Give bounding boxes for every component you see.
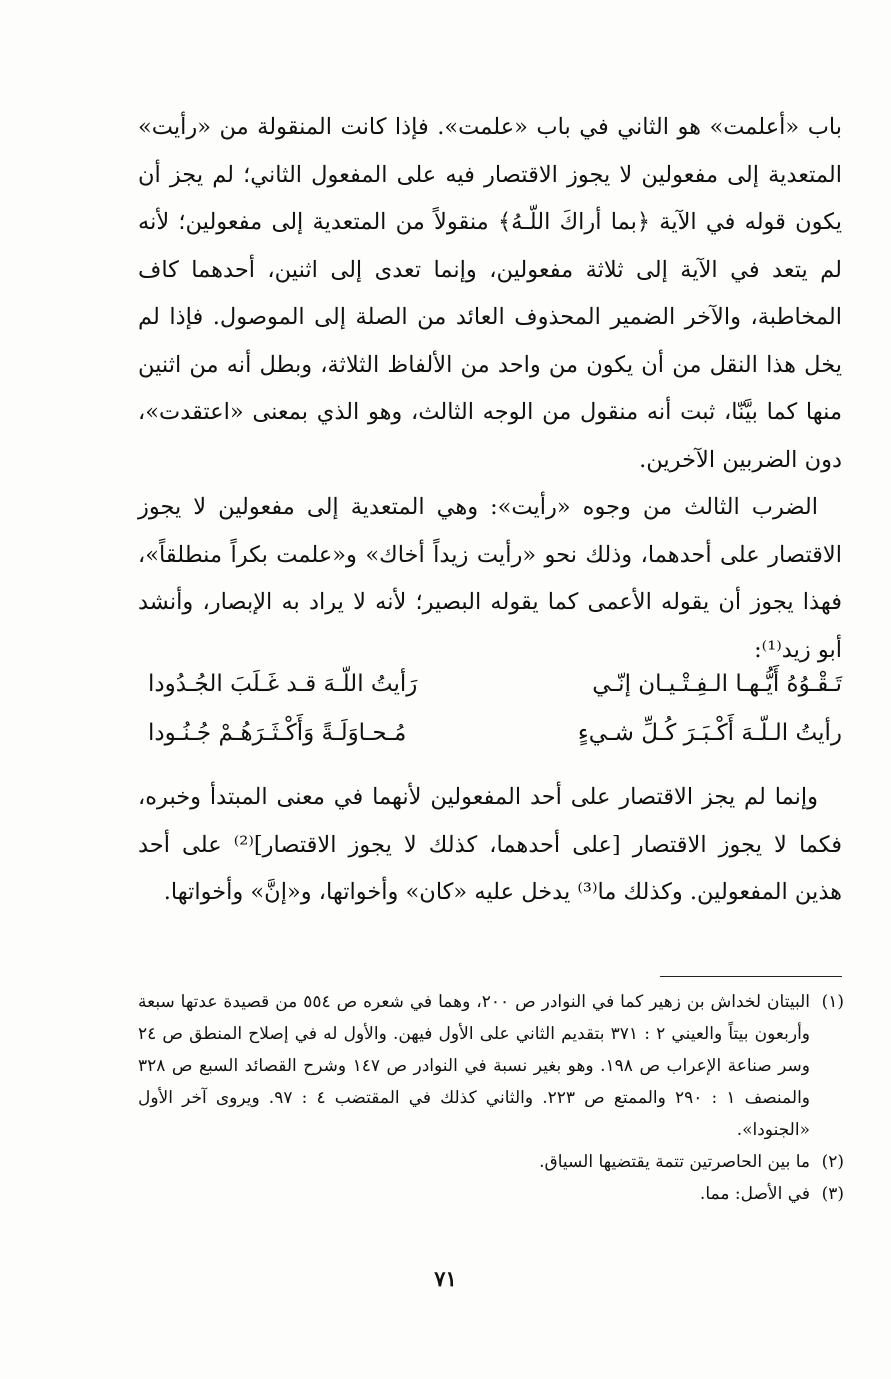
footnotes: [138, 986, 844, 1210]
paragraph-2: الضرب الثالث من وجوه «رأيت»: وهي المتعدية إلى مفعولين لا يجوز الاقتصار على أحدهما، وذلك نحو «رأيت زيداً أخاك» و«علمت بكراً منطلقاً»، فهذا يجوز أن يقوله الأعمى كما يقوله البصير؛ لأنه لا يراد به الإبصار، وأنشد أبو زيد⁽¹⁾:: [138, 494, 842, 663]
verse-2-second-hemistich: مُـحـاوَلَـةً وَأَكْـثَـرَهُـمْ جُـنُـودا: [148, 720, 407, 746]
verse-2-first-hemistich: رأيتُ الـلّـهَ أَكْـبَـرَ كُـلِّ شـيءٍ: [577, 720, 842, 746]
footnote-separator: [660, 976, 842, 977]
verse-line-2: [148, 720, 842, 746]
page-number: ٧١: [434, 1266, 457, 1291]
main-text-block-2: [138, 774, 842, 917]
footnote-text: ما بين الحاصرتين تتمة يقتضيها السياق.: [539, 1152, 810, 1172]
footnote-text: البيتان لخداش بن زهير كما في النوادر ص ٢٠٠، وهما في شعره ص ٥٥٤ من قصيدة عدتها سبعة وأربعون بيتاً والعيني ٢ : ٣٧١ بتقديم الثاني على الأول فيهن. والأول له في إصلاح المنطق ص ٢٤ وسر صناعة الإعراب ص ١٩٨. وهو بغير نسبة في النوادر ص ١٤٧ وشرح القصائد السبع ص ٣٢٨ والمنصف ١ : ٢٩٠ والممتع ص ٢٢٣. والثاني كذلك في المقتضب ٤ : ٩٧. ويروى آخر الأول «الجنودا».: [138, 992, 811, 1140]
verse-1-second-hemistich: رَأيتُ اللّـهَ قـد غَـلَبَ الجُـدُودا: [148, 671, 418, 697]
footnote-2: [138, 1146, 844, 1178]
verse-line-1: [148, 671, 842, 697]
footnote-1: [138, 986, 844, 1146]
footnote-number: (٢): [821, 1152, 844, 1172]
footnote-text: في الأصل: مما.: [699, 1184, 810, 1204]
verse-1-first-hemistich: تَـقْـوُهُ أَيُّـهـا الـفِـتْـيـان إنّـي: [592, 671, 842, 697]
paragraph-1: باب «أعلمت» هو الثاني في باب «علمت». فإذا كانت المنقولة من «رأيت» المتعدية إلى مفعولين لا يجوز الاقتصار فيه على المفعول الثاني؛ لم يجز أن يكون قوله في الآية ﴿بما أراكَ اللّـهُ﴾ منقولاً من المتعدية إلى مفعولين؛ لأنه لم يتعد في الآية إلى ثلاثة مفعولين، وإنما تعدى إلى اثنين، أحدهما كاف المخاطبة، والآخر الضمير المحذوف العائد من الصلة إلى الموصول. فإذا لم يخل هذا النقل من أن يكون من واحد من الألفاظ الثلاثة، وبطل أنه من اثنين منها كما بيَّنّا، ثبت أنه منقول من الوجه الثالث، وهو الذي بمعنى «اعتقدت»، دون الضربين الآخرين.: [138, 114, 842, 473]
footnote-number: (٣): [821, 1184, 844, 1204]
footnote-3: [138, 1178, 844, 1210]
main-text-block: [138, 104, 842, 674]
paragraph-3: وإنما لم يجز الاقتصار على أحد المفعولين لأنهما في معنى المبتدأ وخبره، فكما لا يجوز الاقتصار [على أحدهما، كذلك لا يجوز الاقتصار]⁽²⁾ على أحد هذين المفعولين. وكذلك ما⁽³⁾ يدخل عليه «كان» وأخواتها، و«إنَّ» وأخواتها.: [138, 784, 842, 905]
footnote-number: (١): [821, 992, 844, 1012]
